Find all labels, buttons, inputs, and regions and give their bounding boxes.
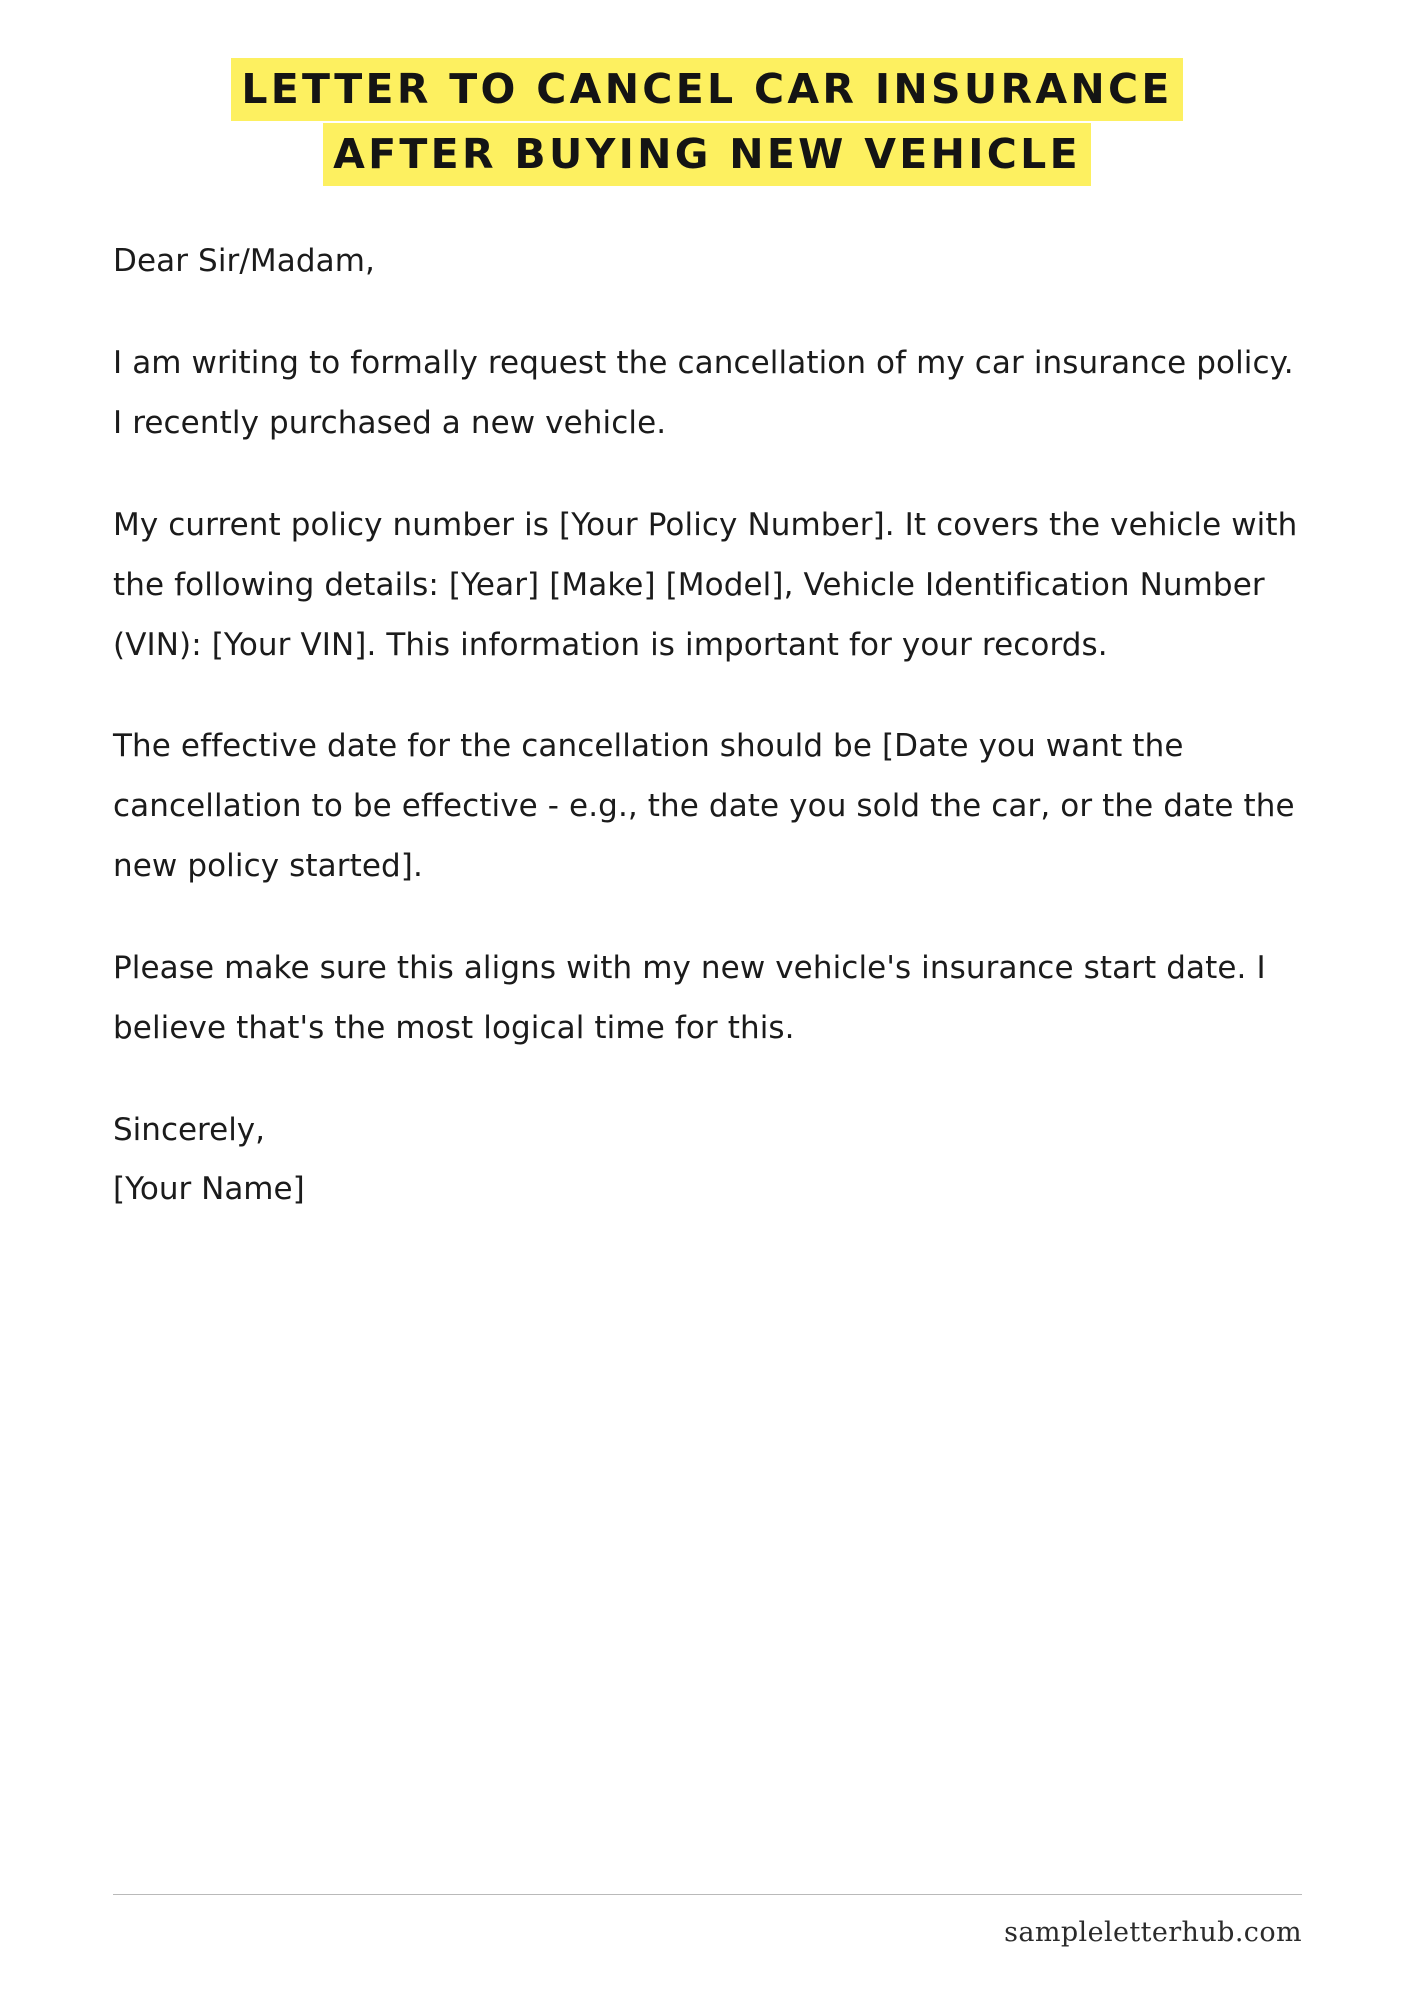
signature-name: [Your Name]	[113, 1171, 305, 1208]
salutation: Dear Sir/Madam,	[113, 243, 375, 280]
footer-divider	[113, 1894, 1302, 1895]
letter-body	[0, 188, 1414, 1058]
title-line-1: LETTER TO CANCEL CAR INSURANCE	[231, 58, 1182, 121]
letter-title	[0, 0, 1414, 188]
title-line-2: AFTER BUYING NEW VEHICLE	[323, 123, 1091, 186]
footer-site: sampleletterhub.com	[1004, 1917, 1302, 1948]
paragraph-3: The effective date for the cancellation should be [Date you want the cancellation to be effective - e.g., the date you sold the car, or the date the new policy started].	[113, 728, 1295, 885]
paragraph-2: My current policy number is [Your Policy Number]. It covers the vehicle with the following details: [Year] [Make] [Model], Vehicle Identification Number (VIN): [Your VIN]. This information is important for your records.	[113, 506, 1298, 663]
paragraph-1: I am writing to formally request the cancellation of my car insurance policy. I recently purchased a new vehicle.	[113, 345, 1294, 442]
signature-block	[0, 1101, 1414, 1221]
paragraph-4: Please make sure this aligns with my new vehicle's insurance start date. I believe that's the most logical time for this.	[113, 949, 1266, 1046]
closing: Sincerely,	[113, 1111, 266, 1148]
letter-footer	[113, 1894, 1302, 1948]
